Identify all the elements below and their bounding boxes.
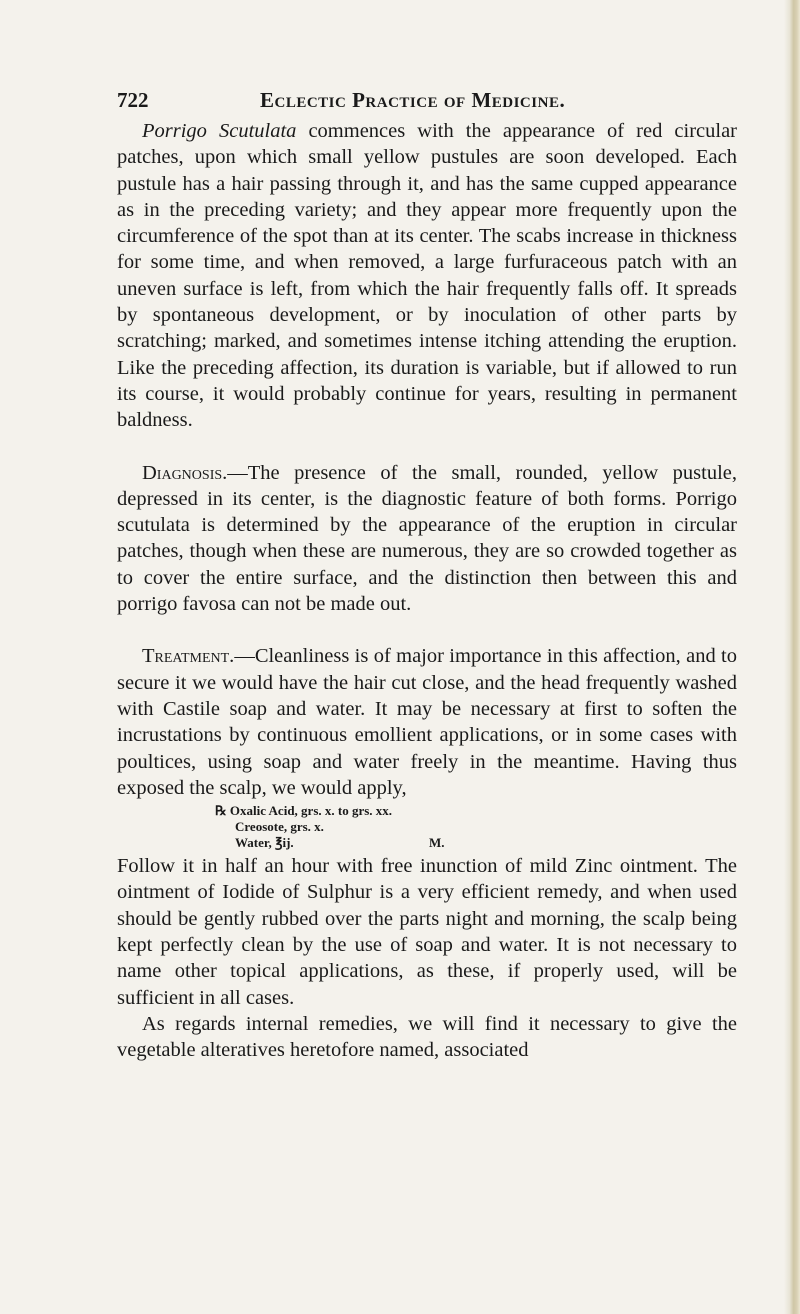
page-edge: [784, 0, 800, 1314]
paragraph-treatment: [117, 643, 737, 801]
prescription-misce: M.: [429, 835, 445, 851]
running-header: [117, 88, 737, 118]
paragraph-text: commences with the appearance of red circular patches, upon which small yellow pustules are soon developed. Each pustule has a hair passing through it, and has the same cupped appearance as in the preceding variety; and they appear more frequently upon the circumference of the spot than at its center. The scabs increase in thickness for some time, and when removed, a large furfuraceous patch with an uneven surface is left, from which the hair frequently falls off. It spreads by spontaneous development, or by inoculation of other parts by scratching; marked, and sometimes intense itching attending the eruption. Like the preceding affection, its duration is variable, but if allowed to run its course, it would probably continue for years, resulting in permanent baldness.: [117, 120, 737, 432]
section-heading-diagnosis: Diagnosis.: [142, 461, 228, 484]
paragraph-text: —Cleanliness is of major importance in this affection, and to secure it we would have the hair cut close, and the head frequently washed with Castile soap and water. It may be necessary at first to soften the incrustations by continuous emollient applications, or in some cases with poultices, using soap and water freely in the meantime. Having thus exposed the scalp, we would apply,: [117, 645, 737, 799]
paragraph-porrigo-scutulata: [117, 118, 737, 434]
paragraph-diagnosis: [117, 460, 737, 618]
term-porrigo-scutulata: Porrigo Scutulata: [142, 120, 297, 142]
prescription-block: [215, 803, 737, 851]
running-title: Eclectic Practice of Medicine.: [260, 88, 566, 112]
prescription-line: [215, 835, 737, 851]
prescription-line: Creosote, grs. x.: [235, 819, 324, 835]
prescription-line: ℞ Oxalic Acid, grs. x. to grs. xx.: [215, 803, 393, 819]
paragraph-internal-remedies: As regards internal remedies, we will find it necessary to give the vegetable alteratives heretofore named, associated: [117, 1012, 737, 1062]
book-page: [117, 88, 737, 1064]
section-heading-treatment: Treatment.: [142, 645, 235, 668]
prescription-ingredient: Water, ℥ij.: [235, 835, 294, 851]
page-number: 722: [117, 88, 149, 112]
paragraph-follow-up: Follow it in half an hour with free inunction of mild Zinc ointment. The ointment of Iodide of Sulphur is a very efficient remedy, and when used should be gently rubbed over the parts night and morning, the scalp being kept perfectly clean by the use of soap and water. It is not necessary to name other topical applications, as these, if properly used, will be sufficient in all cases.: [117, 855, 737, 1009]
paragraph-text: —The presence of the small, rounded, yellow pustule, depressed in its center, is the diagnostic feature of both forms. Porrigo scutulata is determined by the appearance of the eruption in circular patches, though when these are numerous, they are so crowded together as to cover the entire surface, and the distinction then between this and porrigo favosa can not be made out.: [117, 461, 737, 616]
